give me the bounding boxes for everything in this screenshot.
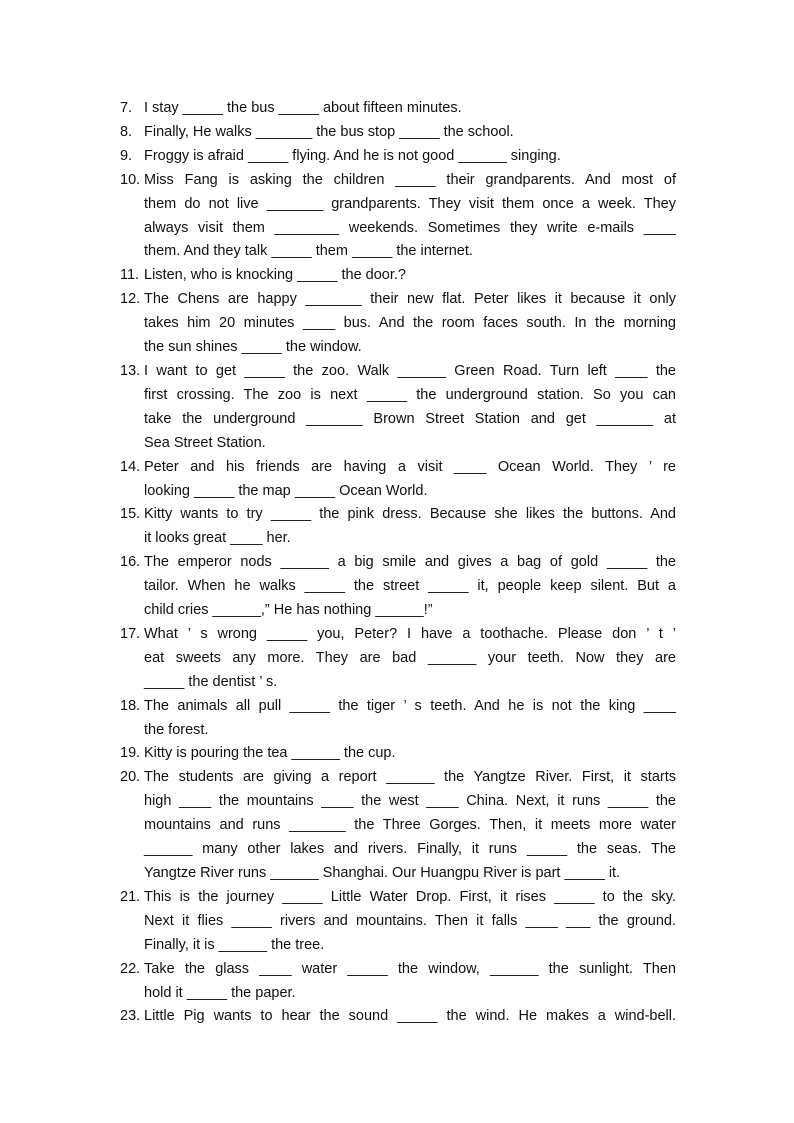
exercise-list <box>120 97 676 1029</box>
exercise-line: high ____ the mountains ____ the west ____ China. Next, it runs _____ the <box>144 793 676 810</box>
exercise-text <box>144 695 676 743</box>
exercise-number: 14. <box>120 458 141 475</box>
exercise-item <box>120 264 676 288</box>
exercise-line: always visit them ________ weekends. Sometimes they write e-mails ____ <box>144 219 676 236</box>
exercise-item <box>120 742 676 766</box>
exercise-number: 7. <box>120 100 133 116</box>
exercise-text <box>144 958 676 1006</box>
exercise-number: 19. <box>120 745 141 762</box>
exercise-number: 11. <box>120 267 140 284</box>
exercise-text <box>144 121 676 145</box>
exercise-line: Kitty wants to try _____ the pink dress. Because she likes the buttons. And <box>144 506 676 523</box>
exercise-text <box>144 623 676 695</box>
exercise-line: Take the glass ____ water _____ the window, ______ the sunlight. Then <box>144 960 676 977</box>
exercise-line: Froggy is afraid _____ flying. And he is not good ______ singing. <box>144 147 561 164</box>
exercise-number: 15. <box>120 506 141 523</box>
exercise-line: Finally, He walks _______ the bus stop _____ the school. <box>144 123 514 140</box>
exercise-line: ______ many other lakes and rivers. Finally, it runs _____ the seas. The <box>144 841 676 858</box>
exercise-line: Miss Fang is asking the children _____ their grandparents. And most of <box>144 171 676 188</box>
exercise-item <box>120 360 676 456</box>
exercise-number: 22. <box>120 960 141 977</box>
exercise-item <box>120 695 676 743</box>
exercise-line: _____ the dentist ’ s. <box>144 673 278 690</box>
exercise-text <box>144 551 676 623</box>
exercise-item <box>120 958 676 1006</box>
exercise-line: I stay _____ the bus _____ about fifteen minutes. <box>144 100 462 116</box>
exercise-number: 21. <box>120 888 141 905</box>
exercise-number: 23. <box>120 1008 141 1025</box>
exercise-line: The emperor nods ______ a big smile and gives a bag of gold _____ the <box>144 554 676 571</box>
exercise-line: the forest. <box>144 721 209 738</box>
exercise-number: 8. <box>120 123 133 140</box>
exercise-line: first crossing. The zoo is next _____ the underground station. So you can <box>144 386 676 403</box>
exercise-text <box>144 97 676 121</box>
exercise-item <box>120 169 676 265</box>
exercise-line: Sea Street Station. <box>144 434 266 451</box>
exercise-line: Kitty is pouring the tea ______ the cup. <box>144 745 396 762</box>
exercise-text <box>144 145 676 169</box>
exercise-number: 17. <box>120 625 141 642</box>
exercise-number: 10. <box>120 171 141 188</box>
exercise-text <box>144 360 676 456</box>
exercise-item <box>120 121 676 145</box>
exercise-line: Listen, who is knocking _____ the door.? <box>144 267 406 284</box>
exercise-text <box>144 1005 676 1029</box>
exercise-item <box>120 145 676 169</box>
exercise-number: 16. <box>120 554 141 571</box>
exercise-line: Peter and his friends are having a visit ____ Ocean World. They ’ re <box>144 458 676 475</box>
exercise-item <box>120 456 676 504</box>
exercise-number: 9. <box>120 147 133 164</box>
exercise-text <box>144 169 676 265</box>
exercise-text <box>144 288 676 360</box>
exercise-line: looking _____ the map _____ Ocean World. <box>144 482 428 499</box>
exercise-number: 20. <box>120 769 141 786</box>
exercise-item <box>120 551 676 623</box>
exercise-number: 13. <box>120 362 141 379</box>
exercise-item <box>120 886 676 958</box>
exercise-text <box>144 742 676 766</box>
exercise-line: them do not live _______ grandparents. They visit them once a week. They <box>144 195 676 212</box>
exercise-line: What ’ s wrong _____ you, Peter? I have a toothache. Please don ’ t ’ <box>144 625 676 642</box>
exercise-line: Next it flies _____ rivers and mountains. Then it falls ____ ___ the ground. <box>144 912 676 929</box>
exercise-line: take the underground _______ Brown Street Station and get _______ at <box>144 410 676 427</box>
exercise-line: child cries ______,” He has nothing ______!” <box>144 602 433 619</box>
exercise-line: The students are giving a report ______ the Yangtze River. First, it starts <box>144 769 676 786</box>
exercise-text <box>144 456 676 504</box>
exercise-line: tailor. When he walks _____ the street _____ it, people keep silent. But a <box>144 578 676 595</box>
exercise-item <box>120 503 676 551</box>
exercise-line: takes him 20 minutes ____ bus. And the room faces south. In the morning <box>144 315 676 332</box>
exercise-item <box>120 1005 676 1029</box>
exercise-line: eat sweets any more. They are bad ______ your teeth. Now they are <box>144 649 676 666</box>
exercise-line: The animals all pull _____ the tiger ’ s teeth. And he is not the king ____ <box>144 697 676 714</box>
exercise-number: 12. <box>120 291 141 308</box>
exercise-line: it looks great ____ her. <box>144 530 291 547</box>
exercise-item <box>120 288 676 360</box>
exercise-line: them. And they talk _____ them _____ the internet. <box>144 243 473 260</box>
exercise-line: mountains and runs _______ the Three Gorges. Then, it meets more water <box>144 817 676 834</box>
exercise-line: hold it _____ the paper. <box>144 984 296 1001</box>
exercise-text <box>144 264 676 288</box>
exercise-text <box>144 766 676 886</box>
exercise-item <box>120 97 676 121</box>
exercise-item <box>120 623 676 695</box>
exercise-line: Yangtze River runs ______ Shanghai. Our Huangpu River is part _____ it. <box>144 865 621 881</box>
exercise-line: the sun shines _____ the window. <box>144 339 362 356</box>
exercise-line: I want to get _____ the zoo. Walk ______ Green Road. Turn left ____ the <box>144 362 676 379</box>
exercise-line: Finally, it is ______ the tree. <box>144 936 325 953</box>
exercise-line: The Chens are happy _______ their new flat. Peter likes it because it only <box>144 291 676 308</box>
exercise-text <box>144 503 676 551</box>
exercise-line: Little Pig wants to hear the sound _____ the wind. He makes a wind-bell. <box>144 1008 676 1025</box>
exercise-line: This is the journey _____ Little Water Drop. First, it rises _____ to the sky. <box>144 888 676 905</box>
exercise-number: 18. <box>120 697 141 714</box>
exercise-text <box>144 886 676 958</box>
exercise-item <box>120 766 676 886</box>
